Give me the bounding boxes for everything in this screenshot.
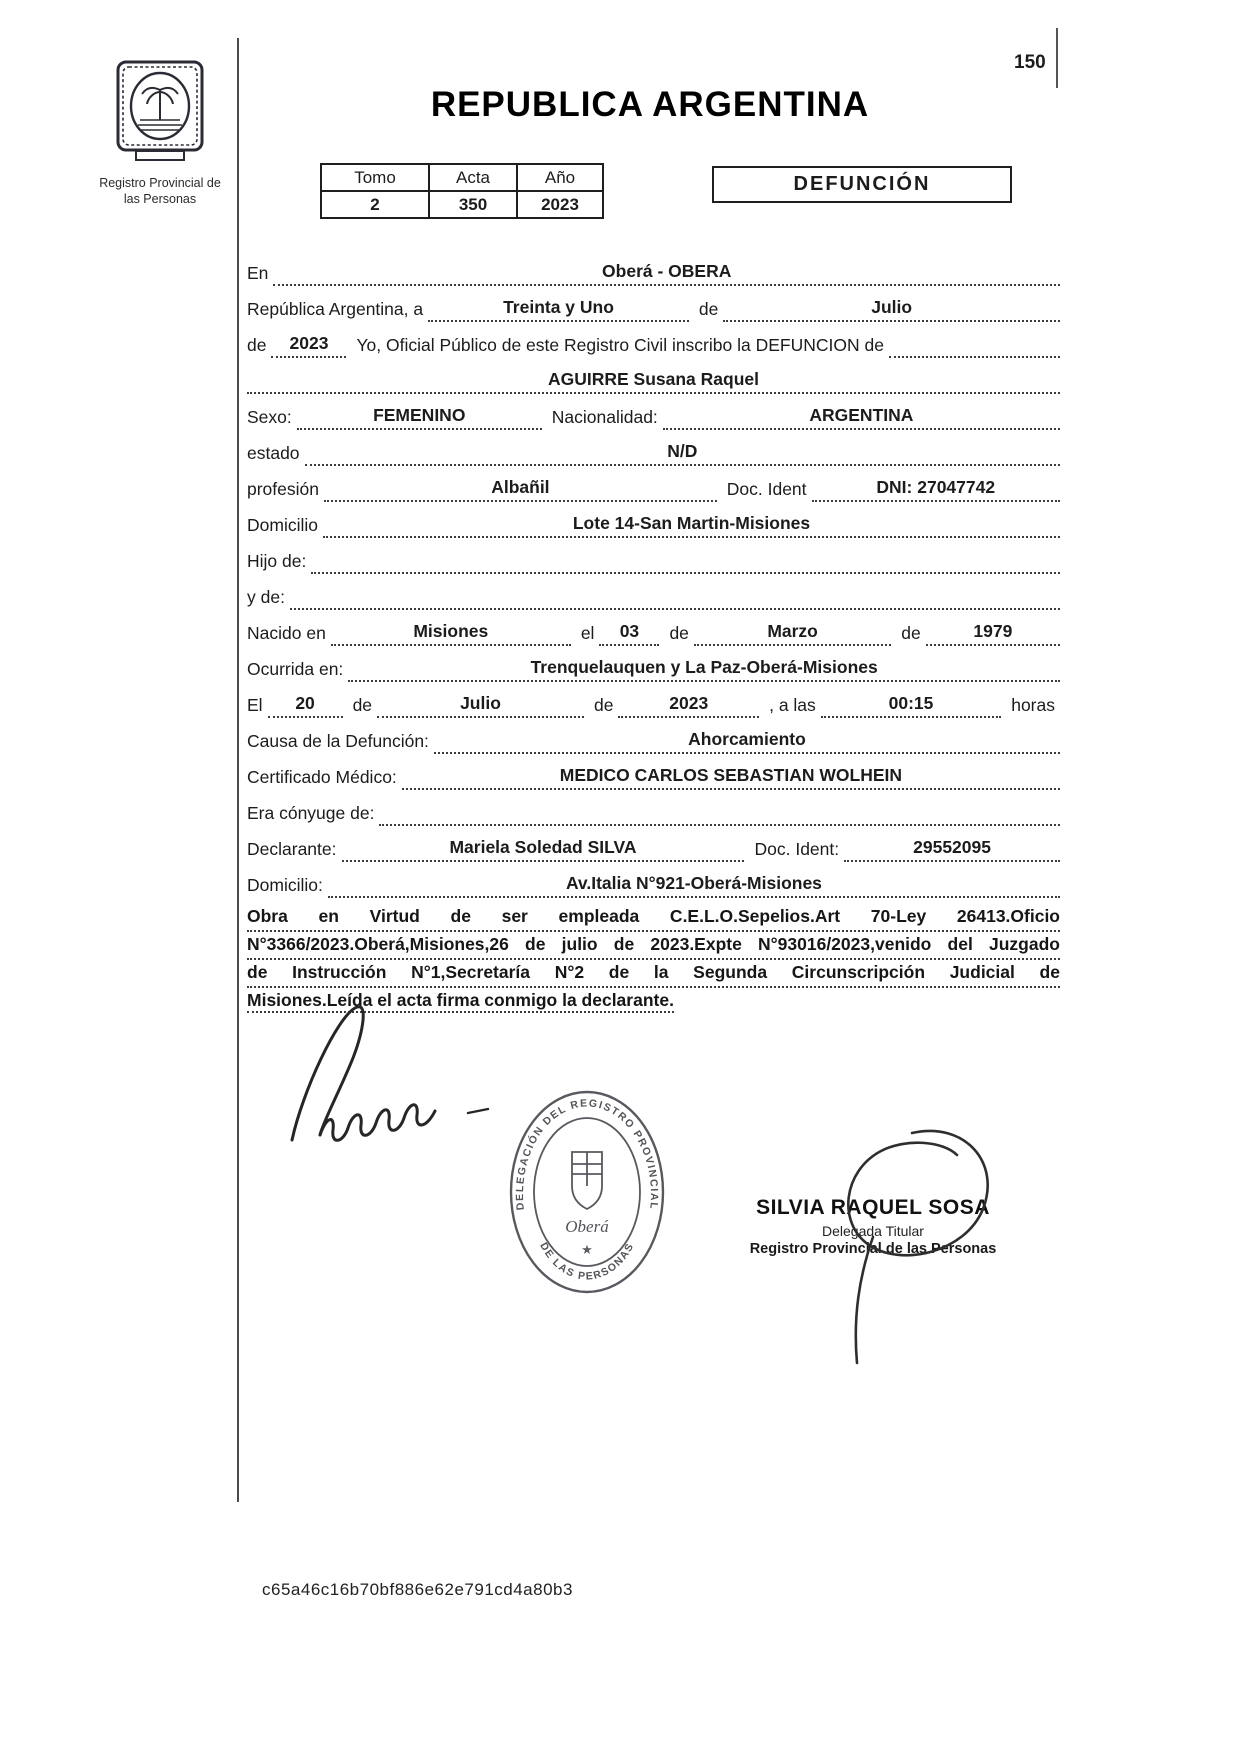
- field-label: , a las: [769, 695, 816, 715]
- field-value-domicile: Lote 14-San Martin-Misiones: [323, 513, 1060, 538]
- signatory-name: SILVIA RAQUEL SOSA: [756, 1196, 990, 1219]
- form-line-deceased-name: [247, 358, 1060, 394]
- field-value-month: Julio: [723, 297, 1060, 322]
- field-value-medical-certificate: MEDICO CARLOS SEBASTIAN WOLHEIN: [402, 765, 1060, 790]
- field-label: profesión: [247, 479, 319, 499]
- field-value-cause: Ahorcamiento: [434, 729, 1060, 754]
- field-label: de: [247, 335, 267, 355]
- field-value-death-time: 00:15: [821, 693, 1001, 718]
- form-line-profession: [247, 466, 1060, 502]
- field-label: Declarante:: [247, 839, 337, 859]
- field-label: En: [247, 263, 269, 283]
- field-label: Yo, Oficial Público de este Registro Civil inscribo la DEFUNCION de: [356, 335, 884, 355]
- stamp-ring-text-bottom: DE LAS PERSONAS: [537, 1240, 637, 1283]
- record-table-value-ano: 2023: [517, 191, 603, 218]
- record-table: [320, 163, 604, 219]
- field-value-death-place: Trenquelauquen y La Paz-Oberá-Misiones: [348, 657, 1060, 682]
- field-label: Nacionalidad:: [551, 407, 658, 427]
- field-label: República Argentina, a: [247, 299, 424, 319]
- field-label: el: [580, 623, 595, 643]
- left-margin-rule: [237, 38, 239, 1502]
- record-table-header-row: [321, 164, 603, 191]
- record-table-value-row: [321, 191, 603, 218]
- form-line-declarant-domicile: [247, 862, 1060, 898]
- field-label: Domicilio:: [247, 875, 323, 895]
- stamp-center-text: Oberá: [565, 1217, 609, 1236]
- field-value-declarant-domicile: Av.Italia N°921-Oberá-Misiones: [328, 873, 1060, 898]
- field-value-mother: [290, 606, 1060, 610]
- form-line-mother: [247, 574, 1060, 610]
- field-value-place: Oberá - OBERA: [273, 261, 1060, 286]
- field-value-death-day: 20: [268, 693, 343, 718]
- provincial-seal-block: [95, 58, 225, 208]
- field-label: Era cónyuge de:: [247, 803, 375, 823]
- record-table-header-ano: Año: [517, 164, 603, 191]
- field-label: de: [352, 695, 373, 715]
- field-value-nationality: ARGENTINA: [663, 405, 1060, 430]
- stamp-star-icon: ★: [581, 1242, 593, 1257]
- form-line-death-date: [247, 682, 1060, 718]
- misiones-seal-icon: [114, 58, 206, 162]
- act-type-box: DEFUNCIÓN: [712, 166, 1012, 203]
- field-value-birth-month: Marzo: [694, 621, 891, 646]
- field-value-doc-ident: DNI: 27047742: [812, 477, 1060, 502]
- form-line-spouse: [247, 790, 1060, 826]
- field-value-marital-status: N/D: [305, 441, 1060, 466]
- field-label: Ocurrida en:: [247, 659, 344, 679]
- form-line-domicile: [247, 502, 1060, 538]
- field-label: Causa de la Defunción:: [247, 731, 429, 751]
- field-value-empty: [889, 354, 1060, 358]
- field-value-day: Treinta y Uno: [428, 297, 689, 322]
- observations-line: de Instrucción N°1,Secretaría N°2 de la Segunda Circunscripción Judicial de: [247, 960, 1060, 988]
- form-line-declarant: [247, 826, 1060, 862]
- form-line-father: [247, 538, 1060, 574]
- field-label: Domicilio: [247, 515, 318, 535]
- field-label: Sexo:: [247, 407, 292, 427]
- form-line-year: [247, 322, 1060, 358]
- seal-caption: [95, 175, 225, 208]
- field-label: estado: [247, 443, 300, 463]
- field-value-father: [311, 570, 1060, 574]
- form-line-sex-nationality: [247, 394, 1060, 430]
- document-hash: c65a46c16b70bf886e62e791cd4a80b3: [262, 1580, 573, 1599]
- form-line-en: [247, 250, 1060, 286]
- field-label: El: [247, 695, 263, 715]
- field-value-declarant: Mariela Soledad SILVA: [342, 837, 745, 862]
- right-edge-rule: [1056, 28, 1058, 88]
- field-value-death-month: Julio: [377, 693, 584, 718]
- form-line-death-place: [247, 646, 1060, 682]
- record-table-value-acta: 350: [429, 191, 517, 218]
- stamp-ring-text-top: DELEGACIÓN DEL REGISTRO PROVINCIAL: [513, 1097, 661, 1211]
- record-table-header-acta: Acta: [429, 164, 517, 191]
- certificate-form: [247, 250, 1060, 1014]
- form-line-marital-status: [247, 430, 1060, 466]
- field-label: de: [593, 695, 614, 715]
- field-value-deceased-name: AGUIRRE Susana Raquel: [247, 369, 1060, 394]
- record-table-value-tomo: 2: [321, 191, 429, 218]
- field-value-birth-day: 03: [599, 621, 659, 646]
- signatory-title: Delegada Titular: [822, 1223, 924, 1239]
- observations-line-text: Misiones.Leída el acta firma conmigo la declarante.: [247, 990, 674, 1013]
- page-number: 150: [1014, 52, 1046, 73]
- form-line-birth: [247, 610, 1060, 646]
- handwritten-signature-icon: [265, 990, 495, 1155]
- field-value-birth-year: 1979: [926, 621, 1060, 646]
- form-line-medical-certificate: [247, 754, 1060, 790]
- field-value-year: 2023: [271, 333, 346, 358]
- field-label: y de:: [247, 587, 285, 607]
- seal-caption-line1: Registro Provincial de: [99, 176, 221, 190]
- field-label: de: [901, 623, 921, 643]
- field-label: de: [669, 623, 689, 643]
- field-value-declarant-doc: 29552095: [844, 837, 1060, 862]
- delegation-stamp-icon: [502, 1082, 672, 1302]
- form-line-fecha: [247, 286, 1060, 322]
- signatory-organization: Registro Provincial de las Personas: [749, 1241, 997, 1257]
- field-value-spouse: [379, 822, 1060, 826]
- field-label: Doc. Ident:: [754, 839, 840, 859]
- field-label: Doc. Ident: [726, 479, 807, 499]
- form-line-cause: [247, 718, 1060, 754]
- field-label: horas: [1011, 695, 1055, 715]
- official-signature-block: [733, 1196, 1013, 1257]
- field-label: Nacido en: [247, 623, 326, 643]
- seal-caption-line2: las Personas: [123, 192, 197, 207]
- observations-line: Obra en Virtud de ser empleada C.E.L.O.Sepelios.Art 70-Ley 26413.Oficio: [247, 904, 1060, 932]
- field-label: Certificado Médico:: [247, 767, 397, 787]
- field-label: de: [698, 299, 719, 319]
- field-value-sex: FEMENINO: [297, 405, 542, 430]
- observations-line: N°3366/2023.Oberá,Misiones,26 de julio de 2023.Expte N°93016/2023,venido del Juzgado: [247, 932, 1060, 960]
- page-title: REPUBLICA ARGENTINA: [430, 85, 870, 124]
- field-value-birth-place: Misiones: [331, 621, 571, 646]
- field-label: Hijo de:: [247, 551, 307, 571]
- field-value-profession: Albañil: [324, 477, 717, 502]
- field-value-death-year: 2023: [618, 693, 759, 718]
- record-table-header-tomo: Tomo: [321, 164, 429, 191]
